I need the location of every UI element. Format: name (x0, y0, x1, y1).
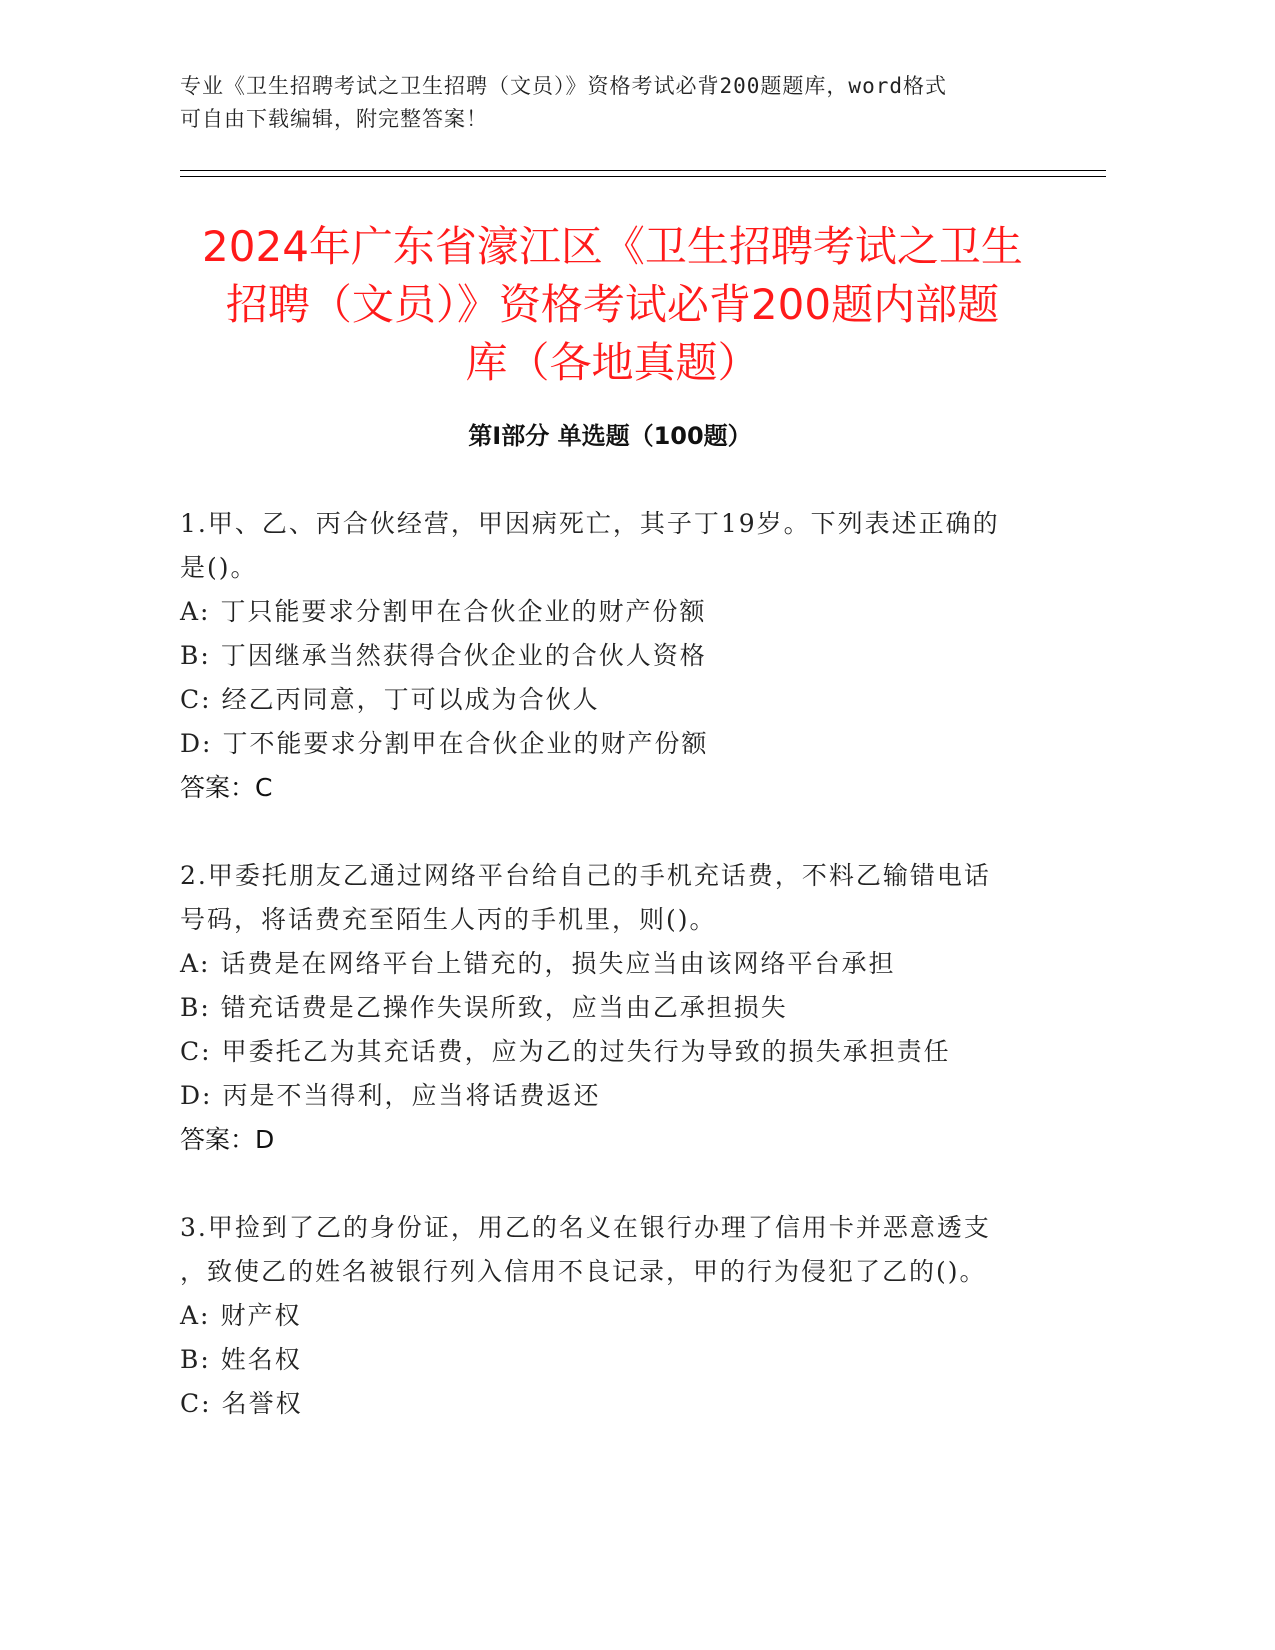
option-text: 甲委托乙为其充话费，应为乙的过失行为导致的损失承担责任 (221, 1037, 951, 1066)
option-text: 财产权 (220, 1301, 302, 1330)
option-key: B: (180, 1345, 211, 1374)
question-stem (180, 502, 1040, 590)
option-text: 错充话费是乙操作失误所致，应当由乙承担损失 (220, 993, 788, 1022)
option-a (180, 942, 1040, 986)
option-text: 丙是不当得利，应当将话费返还 (222, 1081, 601, 1110)
option-b (180, 1338, 1040, 1382)
header-line-1: 专业《卫生招聘考试之卫生招聘（文员）》资格考试必背200题题库，word格式 (180, 74, 947, 98)
header-divider-bottom (180, 176, 1106, 177)
question-item (180, 854, 1040, 1162)
option-key: B: (180, 641, 211, 670)
option-b (180, 986, 1040, 1030)
title-line-1: 2024年广东省濠江区《卫生招聘考试之卫生 (202, 222, 1023, 271)
option-key: C: (180, 1389, 212, 1418)
option-text: 丁不能要求分割甲在合伙企业的财产份额 (222, 729, 709, 758)
question-stem (180, 854, 1040, 942)
option-text: 经乙丙同意，丁可以成为合伙人 (221, 685, 600, 714)
option-d (180, 722, 1040, 766)
section-title: 第Ⅰ部分 单选题（100题） (468, 422, 752, 450)
question-item (180, 502, 1040, 810)
question-stem-line: 2.甲委托朋友乙通过网络平台给自己的手机充话费，不料乙输错电话 (180, 861, 991, 890)
option-c (180, 1382, 1040, 1426)
option-b (180, 634, 1040, 678)
option-key: A: (180, 949, 211, 978)
document-title (160, 218, 1065, 392)
option-text: 名誉权 (221, 1389, 303, 1418)
question-stem-line: 1.甲、乙、丙合伙经营，甲因病死亡，其子丁19岁。下列表述正确的 (180, 509, 1000, 538)
title-line-3: 库（各地真题） (465, 338, 760, 387)
header-divider-top (180, 170, 1106, 171)
option-text: 丁因继承当然获得合伙企业的合伙人资格 (220, 641, 707, 670)
option-d (180, 1074, 1040, 1118)
option-key: C: (180, 685, 212, 714)
answer-line: 答案：D (180, 1125, 275, 1154)
question-item (180, 1206, 1040, 1426)
question-stem-line: ，致使乙的姓名被银行列入信用不良记录，甲的行为侵犯了乙的()。 (180, 1257, 987, 1286)
option-key: D: (180, 1081, 213, 1110)
option-key: C: (180, 1037, 212, 1066)
option-key: A: (180, 1301, 211, 1330)
option-c (180, 1030, 1040, 1074)
answer-line: 答案：C (180, 773, 273, 802)
question-stem-line: 是()。 (180, 553, 258, 582)
option-key: B: (180, 993, 211, 1022)
option-text: 话费是在网络平台上错充的，损失应当由该网络平台承担 (220, 949, 896, 978)
option-a (180, 590, 1040, 634)
title-line-2: 招聘（文员）》资格考试必背200题内部题 (225, 280, 1000, 329)
option-text: 丁只能要求分割甲在合伙企业的财产份额 (220, 597, 707, 626)
question-stem (180, 1206, 1040, 1294)
option-key: D: (180, 729, 213, 758)
document-header (180, 70, 1040, 136)
question-stem-line: 号码，将话费充至陌生人丙的手机里，则()。 (180, 905, 717, 934)
option-key: A: (180, 597, 211, 626)
option-text: 姓名权 (220, 1345, 302, 1374)
option-c (180, 678, 1040, 722)
question-list (180, 502, 1040, 1470)
option-a (180, 1294, 1040, 1338)
header-line-2: 可自由下载编辑，附完整答案！ (180, 107, 488, 131)
question-stem-line: 3.甲捡到了乙的身份证，用乙的名义在银行办理了信用卡并恶意透支 (180, 1213, 991, 1242)
